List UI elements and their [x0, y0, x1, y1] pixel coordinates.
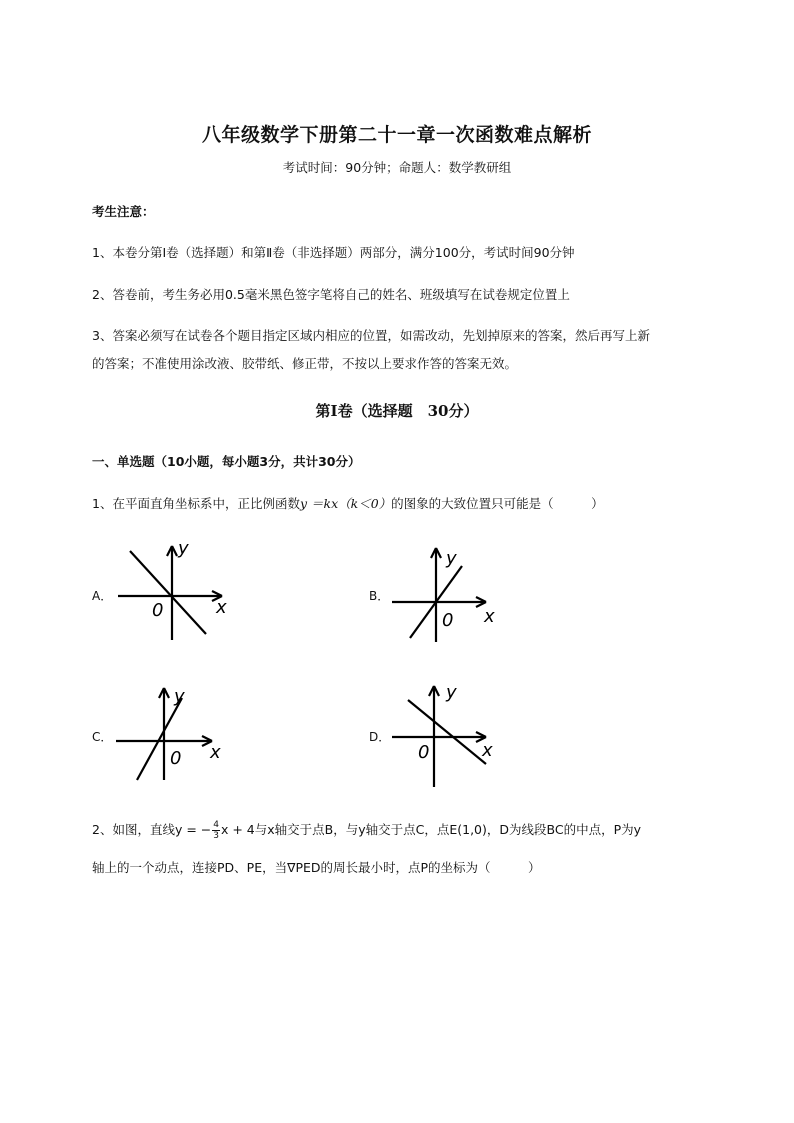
- fraction-numerator: 4: [213, 820, 219, 830]
- x-axis-label: x: [484, 606, 495, 627]
- y-axis-label: y: [446, 548, 457, 569]
- notice-item-3-line-2: 的答案；不准使用涂改液、胶带纸、修正带，不按以上要求作答的答案无效。: [92, 356, 518, 371]
- y-axis-label: y: [174, 686, 185, 707]
- part-heading: 一、单选题（10小题，每小题3分，共计30分）: [92, 454, 361, 469]
- question-1-prefix: 1、在平面直角坐标系中，正比例函数: [92, 496, 300, 511]
- option-a-label: A．: [92, 589, 113, 603]
- question-2-prefix: 2、如图，直线y = −: [92, 822, 212, 837]
- x-axis-label: x: [216, 597, 227, 618]
- question-2-line-2: 轴上的一个动点，连接PD、PE，当∇PED的周长最小时，点P的坐标为（ ）: [92, 860, 541, 875]
- option-d-label: D．: [369, 730, 391, 744]
- y-axis-label: y: [178, 538, 189, 559]
- y-axis-label: y: [446, 682, 457, 703]
- fraction-denominator: 3: [213, 831, 219, 841]
- x-axis-label: x: [210, 742, 221, 763]
- option-b-graph: [388, 544, 508, 644]
- option-c-label: C．: [92, 730, 113, 744]
- option-c-graph: [110, 684, 240, 784]
- section-title: 第I卷（选择题 30分）: [315, 402, 479, 420]
- question-1-suffix: 的图象的大致位置只可能是（ ）: [391, 496, 604, 511]
- question-2-line-1: [92, 820, 641, 841]
- x-axis-label: x: [482, 740, 493, 761]
- page-title: 八年级数学下册第二十一章一次函数难点解析: [201, 124, 592, 146]
- origin-label: 0: [418, 742, 430, 763]
- question-1: [92, 494, 604, 512]
- origin-label: 0: [442, 610, 454, 631]
- option-b-label: B．: [369, 589, 390, 603]
- notice-heading: 考生注意：: [92, 204, 155, 219]
- origin-label: 0: [152, 600, 164, 621]
- option-d-graph: [388, 682, 508, 790]
- notice-item-3-line-1: 3、答案必须写在试卷各个题目指定区域内相应的位置，如需改动，先划掉原来的答案，然后再写上新: [92, 328, 650, 343]
- option-a-graph: [110, 538, 240, 648]
- question-1-formula: y ＝kx（k＜0）: [299, 496, 392, 511]
- exam-info: 考试时间：90分钟；命题人：数学教研组: [282, 160, 512, 175]
- question-2-text: x + 4与x轴交于点B，与y轴交于点C，点E(1,0)，D为线段BC的中点，P为y: [220, 822, 642, 837]
- origin-label: 0: [170, 748, 182, 769]
- function-line: [130, 551, 206, 634]
- notice-item-2: 2、答卷前，考生务必用0.5毫米黑色签字笔将自己的姓名、班级填写在试卷规定位置上: [92, 287, 570, 302]
- notice-item-1: 1、本卷分第I卷（选择题）和第Ⅱ卷（非选择题）两部分，满分100分，考试时间90分钟: [92, 245, 575, 260]
- fraction: [212, 820, 220, 841]
